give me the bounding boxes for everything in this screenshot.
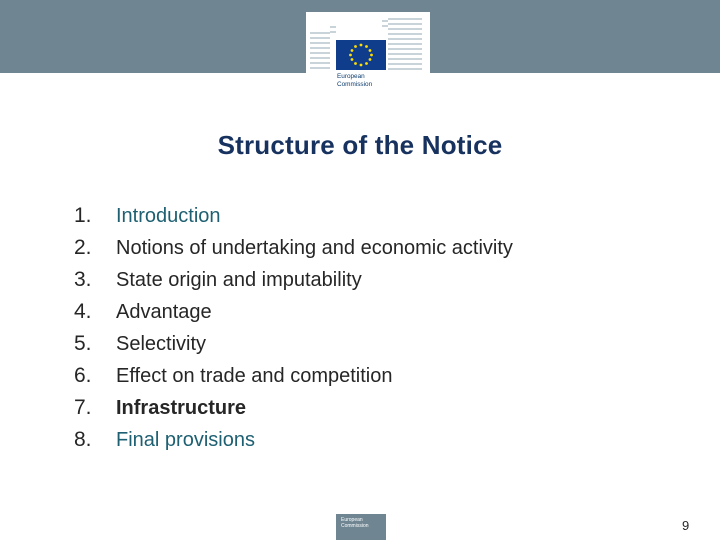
item-number: 5. <box>74 332 92 355</box>
item-number: 3. <box>74 268 92 291</box>
outline-item <box>74 392 513 424</box>
item-number: 6. <box>74 364 92 387</box>
item-label: Advantage <box>116 300 212 323</box>
item-number: 4. <box>74 300 92 323</box>
logo-wordmark <box>337 73 407 88</box>
page-number: 9 <box>682 518 690 533</box>
item-number: 8. <box>74 428 92 451</box>
item-number: 1. <box>74 204 92 227</box>
item-label: Final provisions <box>116 428 255 451</box>
footer-logo-text: European Commission <box>341 517 369 529</box>
outline-item <box>74 232 513 264</box>
outline-item <box>74 328 513 360</box>
outline-item <box>74 264 513 296</box>
item-label: Selectivity <box>116 332 207 355</box>
outline-item <box>74 296 513 328</box>
slide-title: Structure of the Notice <box>217 130 503 160</box>
logo-line-2: Commission <box>337 80 373 88</box>
item-label: Effect on trade and competition <box>116 364 393 387</box>
outline-item <box>74 200 513 232</box>
item-label: Notions of undertaking and economic activity <box>116 236 513 259</box>
item-label: Infrastructure <box>116 396 247 419</box>
notice-outline-list <box>74 200 513 456</box>
item-label: Introduction <box>116 204 221 227</box>
item-number: 7. <box>74 396 92 419</box>
logo-line-1: European <box>337 73 365 80</box>
outline-item <box>74 424 513 456</box>
item-number: 2. <box>74 236 92 259</box>
european-commission-logo <box>306 12 430 96</box>
outline-item <box>74 360 513 392</box>
item-label: State origin and imputability <box>116 268 362 291</box>
footer-commission-logo <box>336 514 386 540</box>
